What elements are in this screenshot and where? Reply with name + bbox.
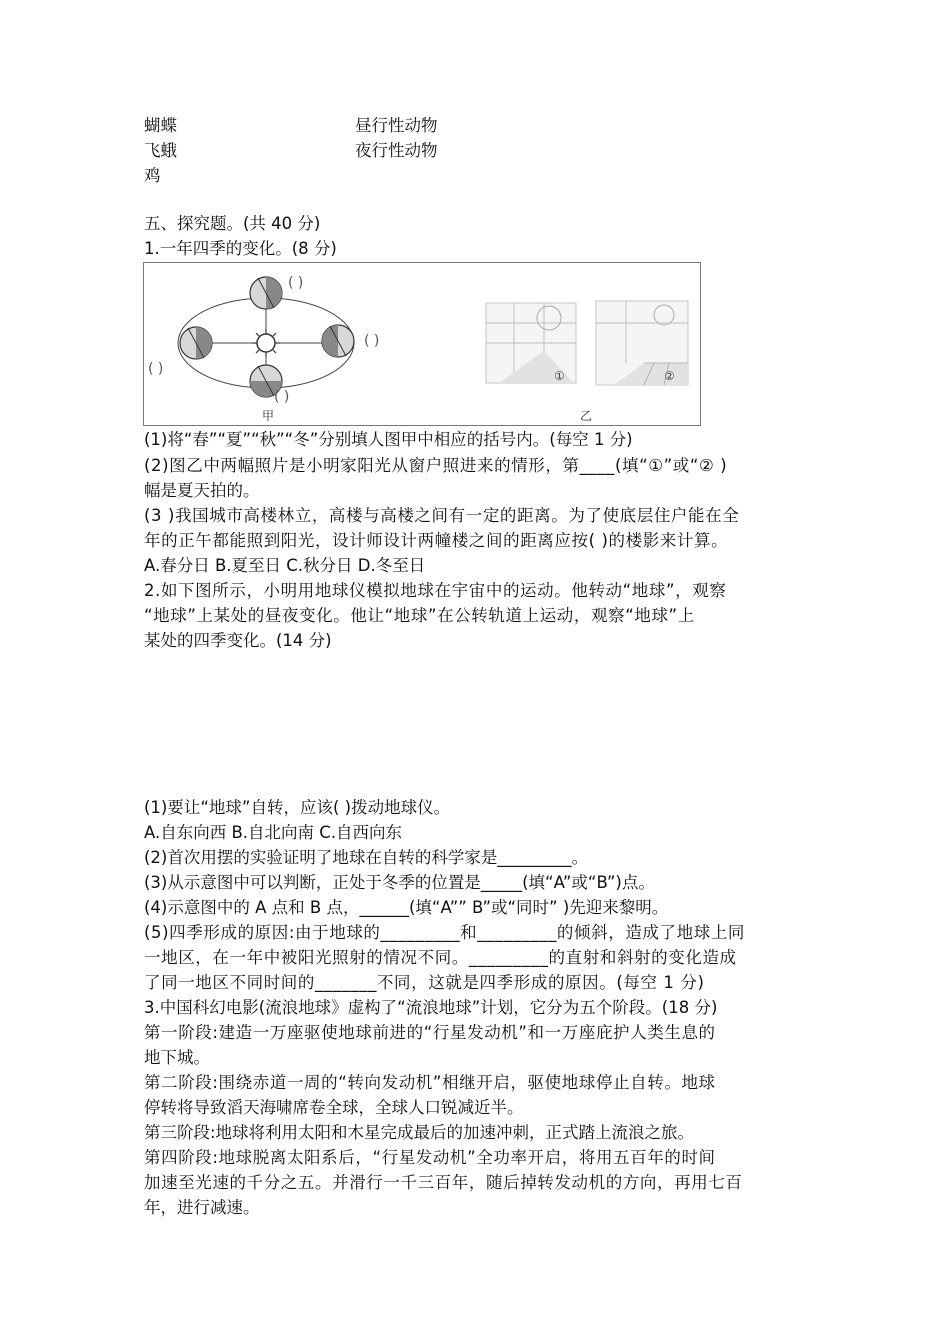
q2-sub1-options: A.自东向西 B.自北向南 C.自西向东 [144,823,403,842]
figure-drawing [144,263,700,425]
q2-sub3: (3)从示意图中可以判断，正处于冬季的位置是_____(填“A”或“B”)点。 [144,873,655,892]
match-left-1: 蝴蝶 [144,116,177,135]
earth-right-icon [322,325,354,357]
match-left-2: 飞蛾 [144,141,177,160]
q1-part1: (1)将“春”“夏”“秋”“冬”分别填人图甲中相应的括号内。(每空 1 分) [144,430,633,449]
blank-paren-right[interactable]: ( ) [364,333,380,349]
q1-part3-line2: 年的正午都能照到阳光，设计师设计两幢楼之间的距离应按( )的楼影来计算。 [144,531,729,550]
q2-intro-line2: “地球”上某处的昼夜变化。他让“地球”在公转轨道上运动，观察“地球”上 [144,606,695,625]
q2-sub5-line3: 了同一地区不同时间的_______不同，这就是四季形成的原因。(每空 1 分) [144,973,705,992]
figure-label-yi: 乙 [580,409,593,423]
match-right-2: 夜行性动物 [355,141,438,160]
match-right-1: 昼行性动物 [355,116,438,135]
seasons-figure [143,262,701,426]
section-heading: 五、探究题。(共 40 分) [144,214,321,233]
q2-intro-line3: 某处的四季变化。(14 分) [144,631,332,650]
blank-paren-top[interactable]: ( ) [288,275,304,291]
q2-intro-line1: 2.如下图所示，小明用地球仪模拟地球在宇宙中的运动。他转动“地球”，观察 [144,581,727,600]
q3-stage2-line2: 停转将导致滔天海啸席卷全球，全球人口锐减近半。 [144,1098,524,1117]
q3-stage1-line2: 地下城。 [144,1048,210,1067]
q1-part3-line1: (3 )我国城市高楼林立，高楼与高楼之间有一定的距离。为了使底层住户能在全 [144,506,740,525]
q3-stage4-line2: 加速至光速的千分之五。并滑行一千三百年，随后掉转发动机的方向，再用七百 [144,1173,743,1192]
q3-stage4-line3: 年，进行减速。 [144,1198,260,1217]
q3-stage1-line1: 第一阶段:建造一万座驱使地球前进的“行星发动机”和一万座庇护人类生息的 [144,1023,716,1042]
q1-part2-line1: (2)图乙中两幅照片是小明家阳光从窗户照进来的情形，第____(填“①”或“② ) [144,456,728,475]
blank-paren-bottom[interactable]: ( ) [274,389,290,405]
q2-sub2: (2)首次用摆的实验证明了地球在自转的科学家是_________。 [144,848,589,867]
q3-stage4-line1: 第四阶段:地球脱离太阳系后，“行星发动机”全功率开启，将用五百年的时间 [144,1148,716,1167]
photo-1-number: ① [554,369,565,383]
q3-intro: 3.中国科幻电影(流浪地球》虚构了“流浪地球”计划，它分为五个阶段。(18 分) [144,998,718,1017]
q2-sub5-line1: (5)四季形成的原因:由于地球的_________和_________的倾斜，造成了地球上同 [144,923,746,942]
q2-sub4: (4)示意图中的 A 点和 B 点，______(填“A”” B”或“同时” )先迎来黎明。 [144,898,669,917]
q1-title: 1.一年四季的变化。(8 分) [144,239,337,258]
figure-label-jia: 甲 [262,409,275,423]
photo-2-number: ② [664,369,675,383]
earth-top-icon [250,277,282,309]
q1-part2-line2: 幅是夏天拍的。 [144,481,260,500]
q2-sub5-line2: 一地区，在一年中被阳光照射的情况不同。_________的直射和斜射的变化造成 [144,948,737,967]
q3-stage2-line1: 第二阶段:围绕赤道一周的“转向发动机”相继开启，驱使地球停止自转。地球 [144,1073,716,1092]
q2-sub1: (1)要让“地球”自转，应该( )拨动地球仪。 [144,798,451,817]
q3-stage3: 第三阶段:地球将利用太阳和木星完成最后的加速冲刺，正式踏上流浪之旅。 [144,1123,695,1142]
q1-part3-options: A.春分日 B.夏至日 C.秋分日 D.冬至日 [144,556,426,575]
earth-left-icon [180,327,212,359]
blank-paren-left[interactable]: ( ) [148,361,164,377]
match-left-3: 鸡 [144,166,161,185]
